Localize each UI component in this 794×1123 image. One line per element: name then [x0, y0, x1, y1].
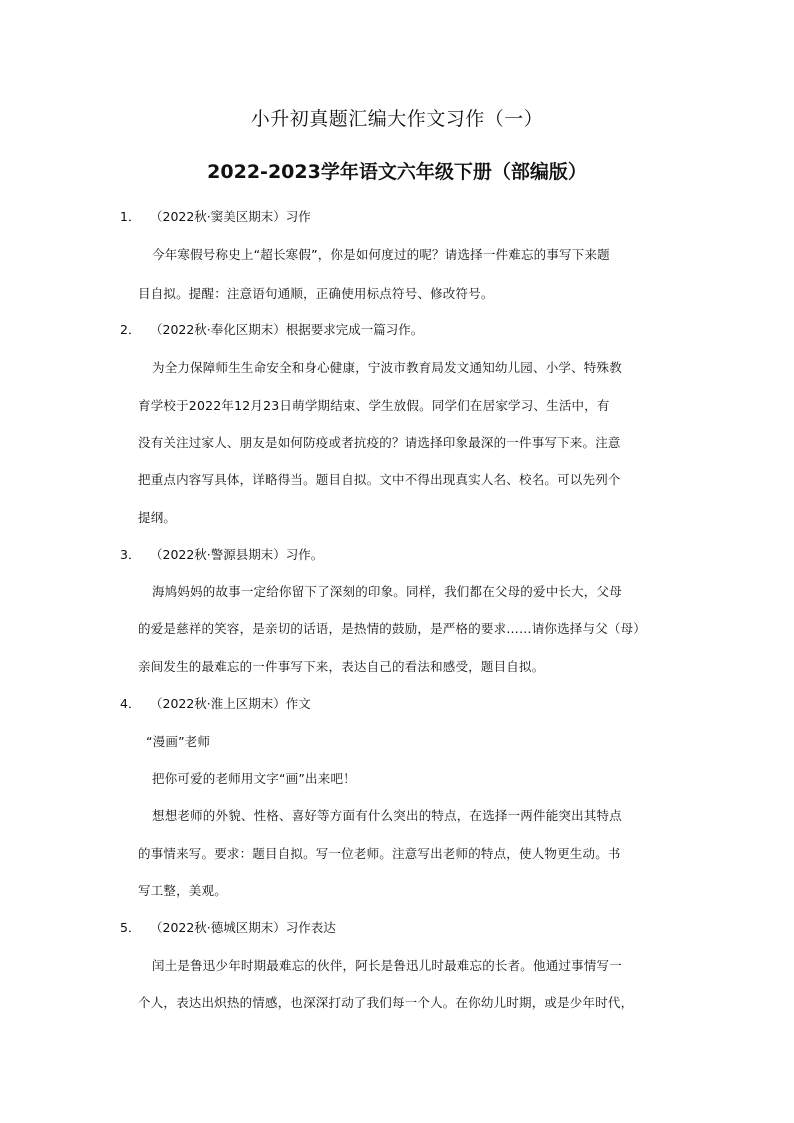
question-source: （2022秋·窦美区期末）习作	[150, 209, 311, 224]
question-4-line: “漫画”老师	[146, 734, 211, 749]
question-2-line: 为全力保障师生生命安全和身心健康，宁波市教育局发文通知幼儿园、小学、特殊教	[152, 360, 622, 375]
question-1-line: 目自拟。提醒：注意语句通顺，正确使用标点符号、修改符号。	[138, 286, 494, 301]
document-subtitle: 2022-2023学年语文六年级下册（部编版）	[207, 161, 587, 183]
question-2-line: 把重点内容写具体，详略得当。题目自拟。文中不得出现真实人名、校名。可以先列个	[138, 472, 621, 487]
question-1-line: 今年寒假号称史上“超长寒假”，你是如何度过的呢？请选择一件难忘的事写下来题	[152, 247, 610, 262]
question-4-line: 把你可爱的老师用文字“画”出来吧！	[152, 771, 356, 786]
question-5-line: 个人，表达出炽热的情感，也深深打动了我们每一个人。在你幼儿时期，或是少年时代，	[138, 995, 634, 1010]
question-2-line: 育学校于2022年12月23日萌学期结束、学生放假。同学们在居家学习、生活中，有	[138, 398, 610, 413]
question-3-header	[120, 545, 323, 563]
question-source: （2022秋·奉化区期末）根据要求完成一篇习作。	[150, 322, 424, 337]
question-1-header	[120, 207, 311, 225]
question-number: 5．	[120, 920, 141, 935]
question-4-line: 的事情来写。要求：题目自拟。写一位老师。注意写出老师的特点，使人物更生动。书	[138, 846, 621, 861]
question-number: 4．	[120, 696, 141, 711]
question-3-line: 的爱是慈祥的笑容，是亲切的话语，是热情的鼓励，是严格的要求……请你选择与父（母）	[138, 621, 647, 636]
question-5-line: 闰土是鲁迅少年时期最难忘的伙伴，阿长是鲁迅儿时最难忘的长者。他通过事情写一	[152, 958, 622, 973]
question-source: （2022秋·德城区期末）习作表达	[150, 920, 336, 935]
question-3-line: 亲间发生的最难忘的一件事写下来，表达自己的看法和感受，题目自拟。	[138, 659, 545, 674]
question-number: 2．	[120, 322, 141, 337]
question-3-line: 海鸠妈妈的故事一定给你留下了深刻的印象。同样，我们都在父母的爱中长大，父母	[152, 584, 622, 599]
question-number: 3．	[120, 547, 141, 562]
question-5-header	[120, 918, 336, 936]
question-2-line: 提纲。	[138, 510, 177, 525]
question-4-header	[120, 694, 311, 712]
question-4-line: 想想老师的外貌、性格、喜好等方面有什么突出的特点，在选择一两件能突出其特点	[152, 808, 622, 823]
question-source: （2022秋·警源县期末）习作。	[150, 547, 324, 562]
question-2-line: 没有关注过家人、朋友是如何防疫或者抗疫的？请选择印象最深的一件事写下来。注意	[138, 435, 621, 450]
question-4-line: 写工整，美观。	[138, 883, 227, 898]
question-number: 1．	[120, 209, 141, 224]
document-title: 小升初真题汇编大作文习作（一）	[250, 108, 544, 130]
question-source: （2022秋·淮上区期末）作文	[150, 696, 311, 711]
question-2-header	[120, 320, 423, 338]
